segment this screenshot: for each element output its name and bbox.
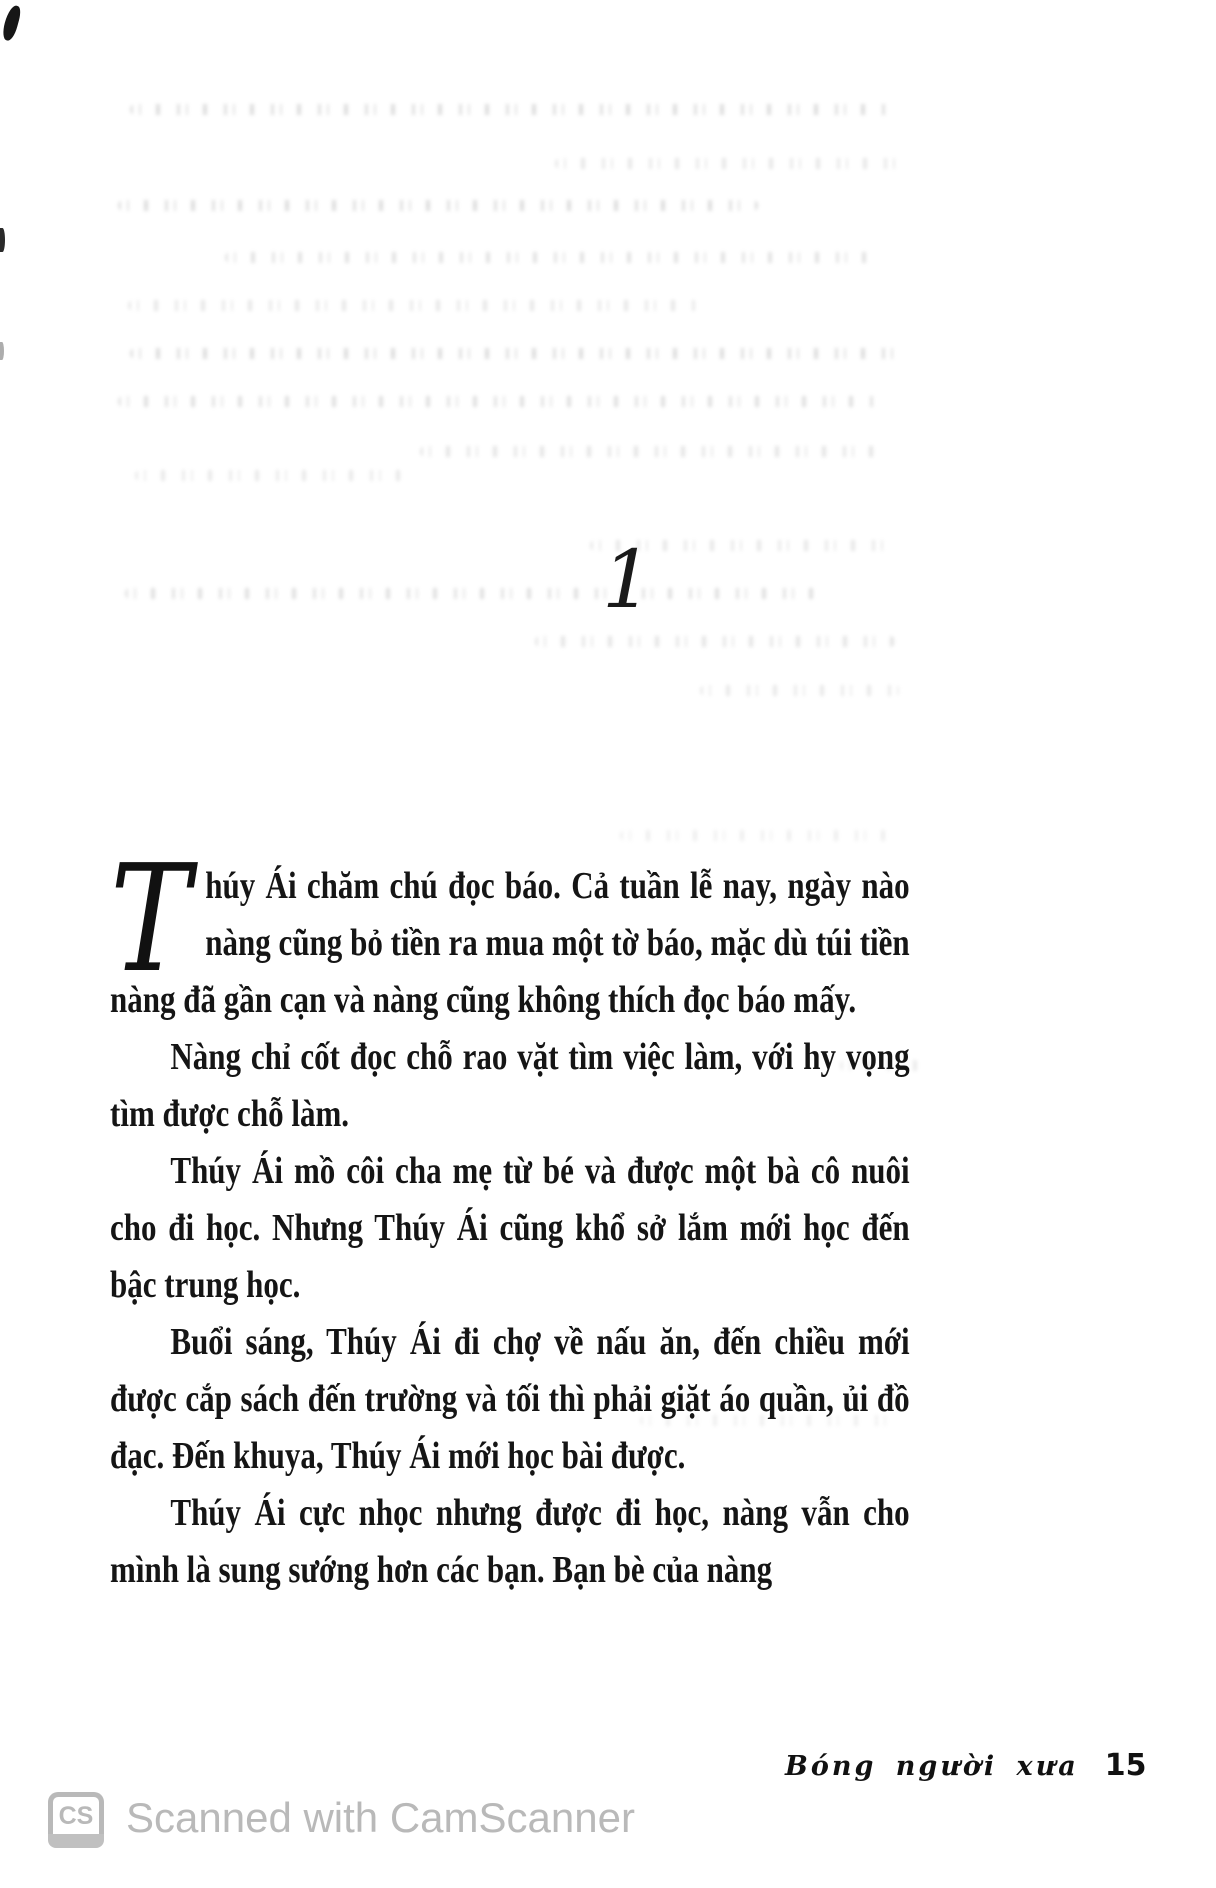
camscanner-logo-icon xyxy=(48,1792,104,1848)
scan-ghost-line xyxy=(130,348,900,359)
page-number: 15 xyxy=(1104,1748,1147,1783)
running-title: Bóng người xưa xyxy=(785,1751,1079,1782)
scan-artifact xyxy=(0,342,4,360)
scan-ghost-line xyxy=(225,252,880,263)
paragraph-text: húy Ái chăm chú đọc báo. Cả tuần lễ nay, ngày nào nàng cũng bỏ tiền ra mua một tờ báo, mặc dù túi tiền nàng đã gần cạn và nàng cũng không thích đọc báo mấy. xyxy=(110,865,910,1021)
scan-ghost-line xyxy=(620,830,890,841)
camscanner-watermark xyxy=(48,1792,635,1848)
body-text xyxy=(110,833,910,1599)
scan-ghost-line xyxy=(420,446,890,457)
paragraph: Buổi sáng, Thúy Ái đi chợ về nấu ăn, đến chiều mới được cắp sách đến trường và tối thì phải giặt áo quần, ủi đồ đạc. Đến khuya, Thúy Ái mới học bài được. xyxy=(110,1321,910,1477)
scan-ghost-line xyxy=(118,200,758,211)
scan-ghost-line xyxy=(135,470,415,481)
scan-ghost-line xyxy=(125,588,825,599)
scan-ghost-line xyxy=(118,396,878,407)
camscanner-logo-frame xyxy=(48,1792,104,1834)
drop-cap: T xyxy=(110,833,191,1005)
scan-ghost-line xyxy=(130,104,890,115)
scan-ghost-line xyxy=(555,158,900,169)
paragraph: Thúy Ái cực nhọc nhưng được đi học, nàng vẫn cho mình là sung sướng hơn các bạn. Bạn bè của nàng xyxy=(110,1492,910,1591)
page-footer xyxy=(785,1748,1147,1783)
scan-ghost-line xyxy=(535,636,895,647)
paragraph xyxy=(110,833,910,1029)
scan-ghost-line xyxy=(700,685,900,696)
camscanner-logo-text: CS xyxy=(58,1802,94,1830)
camscanner-logo-base xyxy=(48,1834,104,1848)
chapter-number: 1 xyxy=(602,533,653,626)
scan-artifact xyxy=(0,228,5,252)
paragraph: Nàng chỉ cốt đọc chỗ rao vặt tìm việc làm, với hy vọng tìm được chỗ làm. xyxy=(110,1036,910,1135)
scan-artifact xyxy=(1,4,23,42)
camscanner-label: Scanned with CamScanner xyxy=(126,1794,635,1841)
scan-ghost-line xyxy=(128,300,698,311)
paragraph: Thúy Ái mồ côi cha mẹ từ bé và được một bà cô nuôi cho đi học. Nhưng Thúy Ái cũng khổ sở lắm mới học đến bậc trung học. xyxy=(110,1150,910,1306)
